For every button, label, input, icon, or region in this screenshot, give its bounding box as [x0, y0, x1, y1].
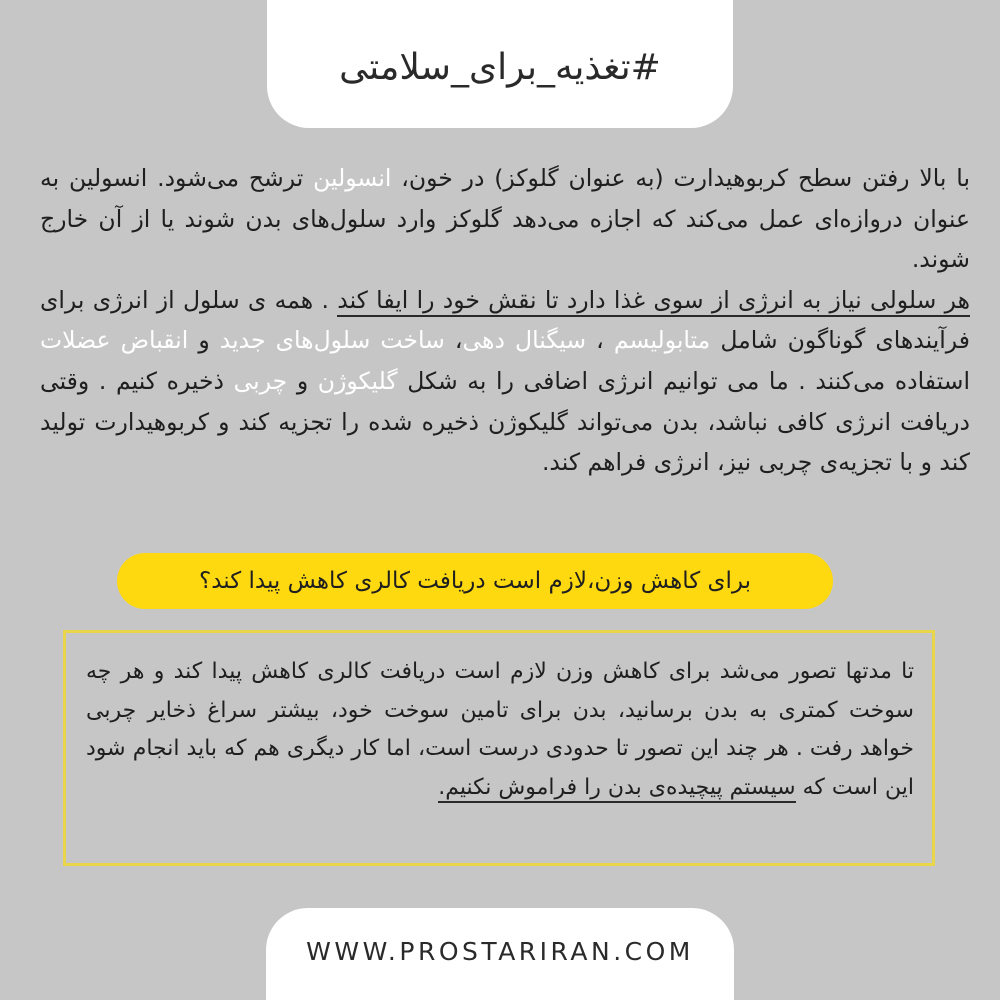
website-url[interactable]: WWW.PROSTARIRAN.COM	[306, 936, 694, 966]
underlined-statement: هر سلولی نیاز به انرژی از سوی غذا دارد تا نقش خود را ایفا کند	[337, 286, 970, 317]
intro-text: و	[188, 326, 220, 355]
answer-box	[63, 630, 935, 866]
intro-text-block	[40, 158, 970, 483]
intro-text: ،	[586, 326, 614, 355]
highlight-glycogen: گلیکوژن	[317, 366, 398, 395]
highlight-signaling: سیگنال دهی	[462, 326, 587, 355]
answer-text: تا مدتها تصور می‌شد برای کاهش وزن لازم است دریافت کالری کاهش پیدا کند و هر چه سوخت کمتری به بدن برسانید، بدن برای تامین سوخت خود، بیشتر سراغ ذخایر چربی خواهد رفت . هر چند این تصور تا حدودی درست است، اما کار دیگری هم که باید انجام شود این است که	[86, 659, 914, 800]
highlight-fat: چربی	[233, 366, 288, 395]
footer-card	[266, 908, 734, 1000]
intro-text: و	[287, 366, 318, 395]
title-card	[267, 0, 733, 128]
intro-text: استفاده می‌کنند . ما می توانیم انرژی اضافی را به شکل	[397, 366, 970, 395]
intro-text: با بالا رفتن سطح کربوهیدارت (به عنوان گلوکز) در خون،	[391, 164, 970, 192]
highlight-new-cells: ساخت سلول‌های جدید	[219, 326, 445, 355]
intro-text: ذخیره کنیم . وقتی دریافت انرژی کافی نباشد، بدن می‌تواند گلیکوژن ذخیره شده را تجزیه کند و کربوهیدارت تولید کند و با تجزیه‌ی چربی نیز، انرژی فراهم کند.	[40, 366, 970, 477]
highlight-insulin: انسولین	[313, 164, 392, 192]
question-text: برای کاهش وزن،لازم است دریافت کالری کاهش پیدا کند؟	[199, 568, 751, 594]
intro-paragraph-insulin	[40, 158, 970, 280]
highlight-metabolism: متابولیسم	[613, 326, 711, 355]
intro-text: . همه ی سلول از انرژی برای فرآیندهای گوناگون شامل	[40, 285, 971, 355]
intro-text: ،	[444, 326, 463, 355]
question-banner	[117, 553, 833, 609]
highlight-muscle-contraction: انقباض عضلات	[40, 326, 189, 355]
page-title: #تغذیه_برای_سلامتی	[339, 46, 661, 88]
intro-text: ترشح می‌شود. انسولین به عنوان دروازه‌ای عمل می‌کند که اجازه می‌دهد گلوکز وارد سلول‌های بدن شوند یا از آن خارج شوند.	[40, 164, 970, 274]
intro-paragraph-energy	[40, 280, 970, 483]
answer-paragraph	[86, 653, 914, 807]
answer-underlined-text: سیستم پیچیده‌ی بدن را فراموش نکنیم.	[438, 775, 795, 803]
